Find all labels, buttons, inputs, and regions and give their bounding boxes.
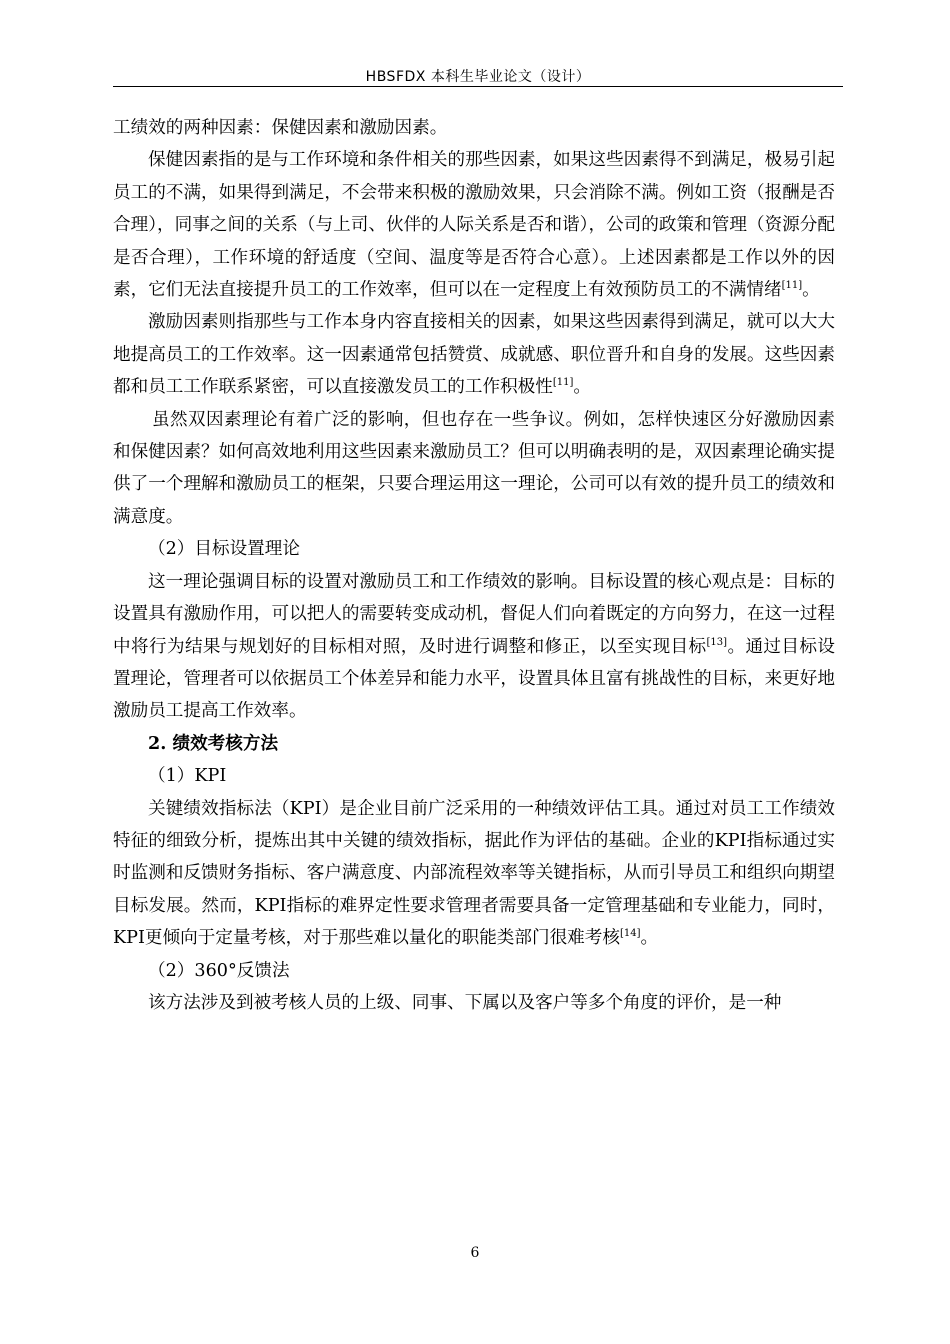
- paragraph-kpi: [113, 793, 835, 955]
- citation-ref: [14]: [619, 928, 641, 940]
- paragraph-text: 激励因素则指那些与工作本身内容直接相关的因素，如果这些因素得到满足，就可以大大地提高员工的工作效率。这一因素通常包括赞赏、成就感、职位晋升和自身的发展。这些因素都和员工工作联系紧密，可以直接激发员工的工作积极性: [113, 312, 835, 398]
- paragraph-text: 工绩效的两种因素：保健因素和激励因素。: [113, 118, 448, 138]
- paragraph-two-factor-debate: [113, 404, 835, 534]
- body-text: [113, 112, 835, 1019]
- paragraph-text: 关键绩效指标法（KPI）是企业目前广泛采用的一种绩效评估工具。通过对员工工作绩效特征的细致分析，提炼出其中关键的绩效指标，据此作为评估的基础。企业的KPI指标通过实时监测和反馈财务指标、客户满意度、内部流程效率等关键指标，从而引导员工和组织向期望目标发展。然而，KPI指标的难界定性要求管理者需要具备一定管理基础和专业能力，同时，KPI更倾向于定量考核，对于那些难以量化的职能类部门很难考核: [113, 798, 835, 949]
- paragraph-text: 这一理论强调目标的设置对激励员工和工作绩效的影响。目标设置的核心观点是：目标的设置具有激励作用，可以把人的需要转变成动机，督促人们向着既定的方向努力，在这一过程中将行为结果与规划好的目标相对照，及时进行调整和修正，以至实现目标: [113, 571, 835, 657]
- paragraph-motivation-factors: [113, 306, 835, 403]
- paragraph-text: 该方法涉及到被考核人员的上级、同事、下属以及客户等多个角度的评价，是一种: [148, 992, 782, 1013]
- paragraph-continuation: [113, 112, 835, 144]
- paragraph-end: 。: [573, 377, 591, 398]
- citation-ref: [13]: [706, 636, 728, 648]
- page-number: 6: [470, 1245, 480, 1261]
- section-heading-methods: 2. 绩效考核方法: [148, 732, 279, 754]
- paragraph-goal-setting: [113, 566, 835, 728]
- paragraph-hygiene-factors: [113, 144, 835, 306]
- paragraph-end: 。: [802, 280, 820, 301]
- paragraph-text: 虽然双因素理论有着广泛的影响，但也存在一些争议。例如，怎样快速区分好激励因素和保健因素？如何高效地利用这些因素来激励员工？但可以明确表明的是，双因素理论确实提供了一个理解和激励员工的框架，只要合理运用这一理论，公司可以有效的提升员工的绩效和满意度。: [113, 409, 835, 527]
- running-header: HBSFDX 本科生毕业论文（设计）: [365, 69, 591, 85]
- subheading-360-feedback: （2）360°反馈法: [148, 960, 290, 981]
- header-rule: [113, 86, 843, 87]
- citation-ref: [11]: [552, 377, 574, 389]
- subheading-goal-setting: （2）目标设置理论: [148, 539, 300, 560]
- citation-ref: [11]: [781, 280, 803, 292]
- paragraph-360-feedback: [113, 987, 835, 1019]
- paragraph-text: 保健因素指的是与工作环境和条件相关的那些因素，如果这些因素得不到满足，极易引起员工的不满，如果得到满足，不会带来积极的激励效果，只会消除不满。例如工资（报酬是否合理），同事之间的关系（与上司、伙伴的人际关系是否和谐），公司的政策和管理（资源分配是否合理），工作环境的舒适度（空间、温度等是否符合心意）。上述因素都是工作以外的因素，它们无法直接提升员工的工作效率，但可以在一定程度上有效预防员工的不满情绪: [113, 150, 835, 301]
- paragraph-text-rest: 。通过目标设置理论，管理者可以依据员工个体差异和能力水平，设置具体且富有挑战性的目标，来更好地激励员工提高工作效率。: [113, 636, 835, 722]
- subheading-kpi: （1）KPI: [148, 766, 227, 787]
- paragraph-end: 。: [640, 928, 659, 949]
